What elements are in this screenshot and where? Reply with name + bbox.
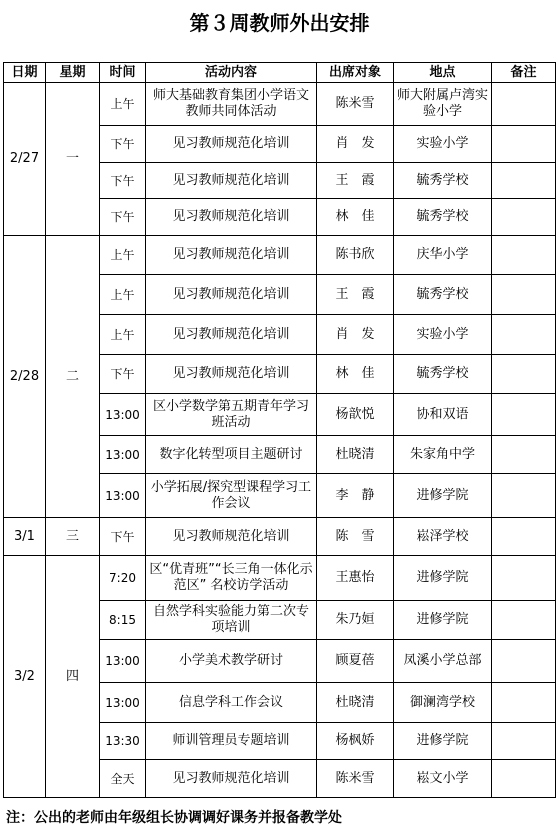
time-cell: 13:30 [100, 723, 146, 760]
place-cell: 进修学院 [394, 723, 492, 760]
place-cell: 协和双语 [394, 394, 492, 436]
activity-cell: 见习教师规范化培训 [146, 355, 317, 394]
remark-cell [492, 83, 556, 126]
person-cell: 肖 发 [317, 126, 394, 163]
date-cell: 3/2 [4, 556, 46, 798]
remark-cell [492, 275, 556, 315]
time-cell: 13:00 [100, 640, 146, 683]
date-cell: 3/1 [4, 518, 46, 556]
activity-cell: 小学美术教学研讨 [146, 640, 317, 683]
activity-cell: 师训管理员专题培训 [146, 723, 317, 760]
table-row [4, 83, 556, 126]
person-cell: 陈 雪 [317, 518, 394, 556]
place-cell: 毓秀学校 [394, 355, 492, 394]
remark-cell [492, 640, 556, 683]
remark-cell [492, 760, 556, 798]
remark-cell [492, 436, 556, 474]
footer-note: 注：公出的老师由年级组长协调调好课务并报备教学处 [6, 810, 342, 826]
place-cell: 庆华小学 [394, 236, 492, 275]
remark-cell [492, 518, 556, 556]
activity-cell: 见习教师规范化培训 [146, 760, 317, 798]
header-time: 时间 [100, 63, 146, 83]
remark-cell [492, 199, 556, 236]
weekday-cell: 三 [46, 518, 100, 556]
person-cell: 杜晓清 [317, 683, 394, 723]
header-date: 日期 [4, 63, 46, 83]
person-cell: 杨歆悦 [317, 394, 394, 436]
time-cell: 上午 [100, 236, 146, 275]
person-cell: 陈米雪 [317, 760, 394, 798]
person-cell: 李 静 [317, 474, 394, 518]
remark-cell [492, 474, 556, 518]
date-cell: 2/28 [4, 236, 46, 518]
person-cell: 陈米雪 [317, 83, 394, 126]
place-cell: 毓秀学校 [394, 275, 492, 315]
schedule-table [3, 62, 556, 798]
place-cell: 实验小学 [394, 315, 492, 355]
time-cell: 上午 [100, 315, 146, 355]
activity-cell: 见习教师规范化培训 [146, 199, 317, 236]
place-cell: 师大附属卢湾实验小学 [394, 83, 492, 126]
header-activity: 活动内容 [146, 63, 317, 83]
remark-cell [492, 315, 556, 355]
activity-cell: 见习教师规范化培训 [146, 518, 317, 556]
time-cell: 下午 [100, 518, 146, 556]
place-cell: 凤溪小学总部 [394, 640, 492, 683]
activity-cell: 师大基础教育集团小学语文教师共同体活动 [146, 83, 317, 126]
schedule-body [4, 83, 556, 798]
place-cell: 朱家角中学 [394, 436, 492, 474]
person-cell: 顾夏蓓 [317, 640, 394, 683]
person-cell: 陈书欣 [317, 236, 394, 275]
time-cell: 下午 [100, 199, 146, 236]
time-cell: 13:00 [100, 474, 146, 518]
activity-cell: 区“优青班”“长三角一体化示范区” 名校访学活动 [146, 556, 317, 601]
weekday-cell: 四 [46, 556, 100, 798]
activity-cell: 数字化转型项目主题研讨 [146, 436, 317, 474]
activity-cell: 见习教师规范化培训 [146, 315, 317, 355]
header-place: 地点 [394, 63, 492, 83]
header-weekday: 星期 [46, 63, 100, 83]
place-cell: 崧泽学校 [394, 518, 492, 556]
person-cell: 林 佳 [317, 199, 394, 236]
time-cell: 8:15 [100, 601, 146, 640]
header-person: 出席对象 [317, 63, 394, 83]
time-cell: 全天 [100, 760, 146, 798]
place-cell: 进修学院 [394, 601, 492, 640]
activity-cell: 见习教师规范化培训 [146, 126, 317, 163]
remark-cell [492, 163, 556, 199]
time-cell: 上午 [100, 275, 146, 315]
place-cell: 御澜湾学校 [394, 683, 492, 723]
header-row [4, 63, 556, 83]
remark-cell [492, 683, 556, 723]
time-cell: 13:00 [100, 683, 146, 723]
activity-cell: 信息学科工作会议 [146, 683, 317, 723]
activity-cell: 区小学数学第五期青年学习班活动 [146, 394, 317, 436]
person-cell: 王 霞 [317, 163, 394, 199]
remark-cell [492, 394, 556, 436]
place-cell: 实验小学 [394, 126, 492, 163]
person-cell: 王惠怡 [317, 556, 394, 601]
time-cell: 13:00 [100, 394, 146, 436]
table-row [4, 556, 556, 601]
place-cell: 毓秀学校 [394, 199, 492, 236]
header-remark: 备注 [492, 63, 556, 83]
activity-cell: 自然学科实验能力第二次专项培训 [146, 601, 317, 640]
person-cell: 杜晓清 [317, 436, 394, 474]
table-row [4, 236, 556, 275]
person-cell: 杨枫娇 [317, 723, 394, 760]
remark-cell [492, 236, 556, 275]
place-cell: 毓秀学校 [394, 163, 492, 199]
table-row [4, 518, 556, 556]
person-cell: 朱乃姮 [317, 601, 394, 640]
place-cell: 进修学院 [394, 556, 492, 601]
activity-cell: 小学拓展/探究型课程学习工作会议 [146, 474, 317, 518]
place-cell: 进修学院 [394, 474, 492, 518]
time-cell: 下午 [100, 163, 146, 199]
activity-cell: 见习教师规范化培训 [146, 163, 317, 199]
remark-cell [492, 601, 556, 640]
person-cell: 林 佳 [317, 355, 394, 394]
time-cell: 13:00 [100, 436, 146, 474]
time-cell: 下午 [100, 355, 146, 394]
remark-cell [492, 126, 556, 163]
person-cell: 肖 发 [317, 315, 394, 355]
weekday-cell: 一 [46, 83, 100, 236]
remark-cell [492, 723, 556, 760]
activity-cell: 见习教师规范化培训 [146, 275, 317, 315]
time-cell: 下午 [100, 126, 146, 163]
remark-cell [492, 556, 556, 601]
date-cell: 2/27 [4, 83, 46, 236]
activity-cell: 见习教师规范化培训 [146, 236, 317, 275]
remark-cell [492, 355, 556, 394]
person-cell: 王 霞 [317, 275, 394, 315]
weekday-cell: 二 [46, 236, 100, 518]
page-title: 第３周教师外出安排 [189, 11, 370, 35]
place-cell: 崧文小学 [394, 760, 492, 798]
time-cell: 上午 [100, 83, 146, 126]
time-cell: 7:20 [100, 556, 146, 601]
